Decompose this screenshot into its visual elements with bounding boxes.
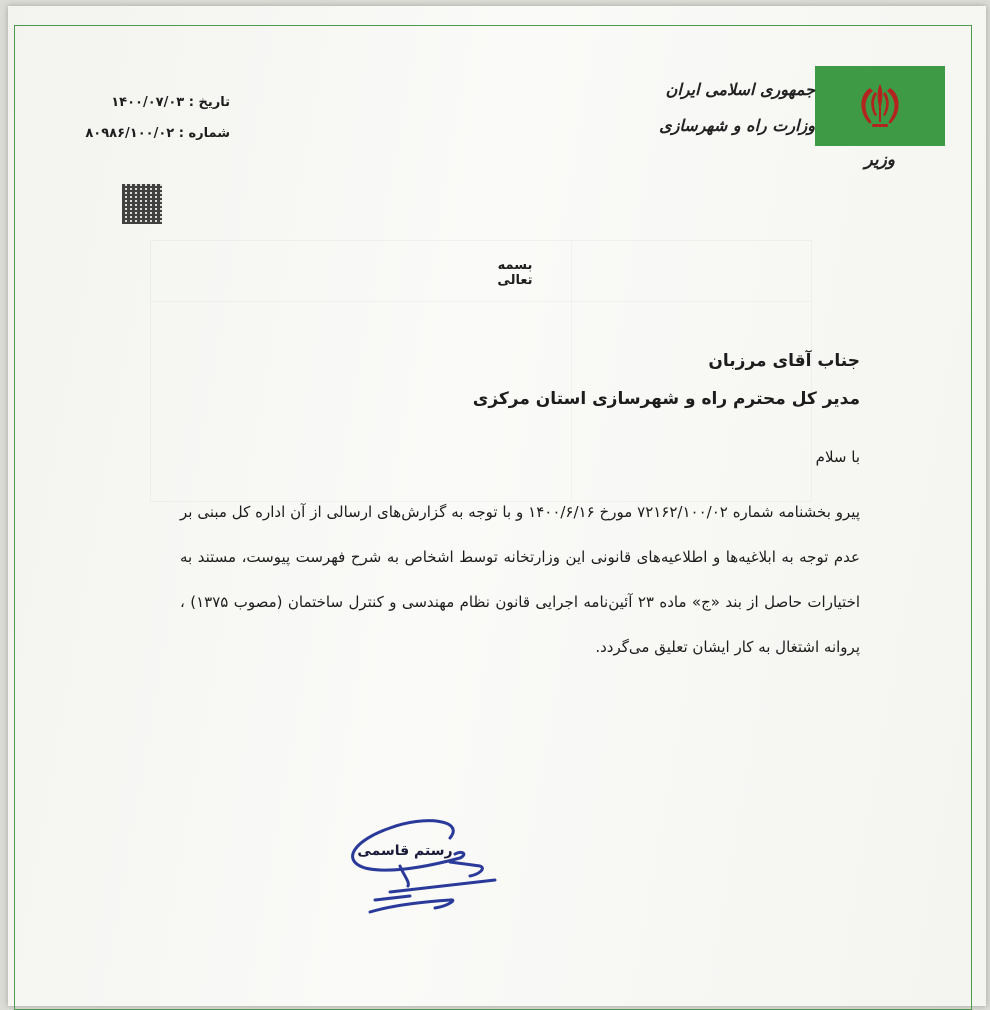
signature-name: رستم قاسمی [357, 843, 453, 859]
number-value: ۸۰۹۸۶/۱۰۰/۰۲ [85, 126, 175, 141]
country-name: جمهوری اسلامی ایران [665, 80, 815, 99]
signature-scribble [330, 810, 500, 920]
number-label: شماره : [178, 126, 230, 141]
date-row [70, 90, 230, 115]
recipient-block [473, 342, 860, 418]
date-value: ۱۴۰۰/۰۷/۰۳ [111, 95, 185, 110]
ministry-name: وزارت راه و شهرسازی [659, 116, 815, 135]
iran-emblem-icon [815, 66, 945, 146]
emblem-glyph [848, 78, 912, 134]
date-label: تاریخ : [188, 95, 230, 110]
qr-code-icon [122, 184, 162, 224]
invocation: بسمه تعالی [497, 258, 533, 288]
recipient-name: جناب آقای مرزبان [708, 351, 860, 371]
number-row [70, 121, 230, 146]
recipient-position: مدیر کل محترم راه و شهرسازی استان مرکزی [472, 389, 860, 409]
letter-meta [70, 90, 230, 146]
letter-body: پیرو بخشنامه شماره ۷۲۱۶۲/۱۰۰/۰۲ مورخ ۱۴۰۰/۶/۱۶ و با توجه به گزارش‌های ارسالی از آن اداره کل مبنی بر عدم توجه به ابلاغیه‌ها و اطلاعیه‌های قانونی این وزارتخانه توسط اشخاص به شرح فهرست پیوست، مستند به اختیارات حاصل از بند «ج» ماده ۲۳ آئین‌نامه اجرایی قانون نظام مهندسی و کنترل ساختمان (مصوب ۱۳۷۵) ، پروانه اشتغال به کار ایشان تعلیق می‌گردد. [180, 503, 861, 656]
greeting: با سلام [815, 448, 860, 466]
letterhead [659, 72, 815, 144]
minister-title: وزیر [864, 150, 895, 170]
